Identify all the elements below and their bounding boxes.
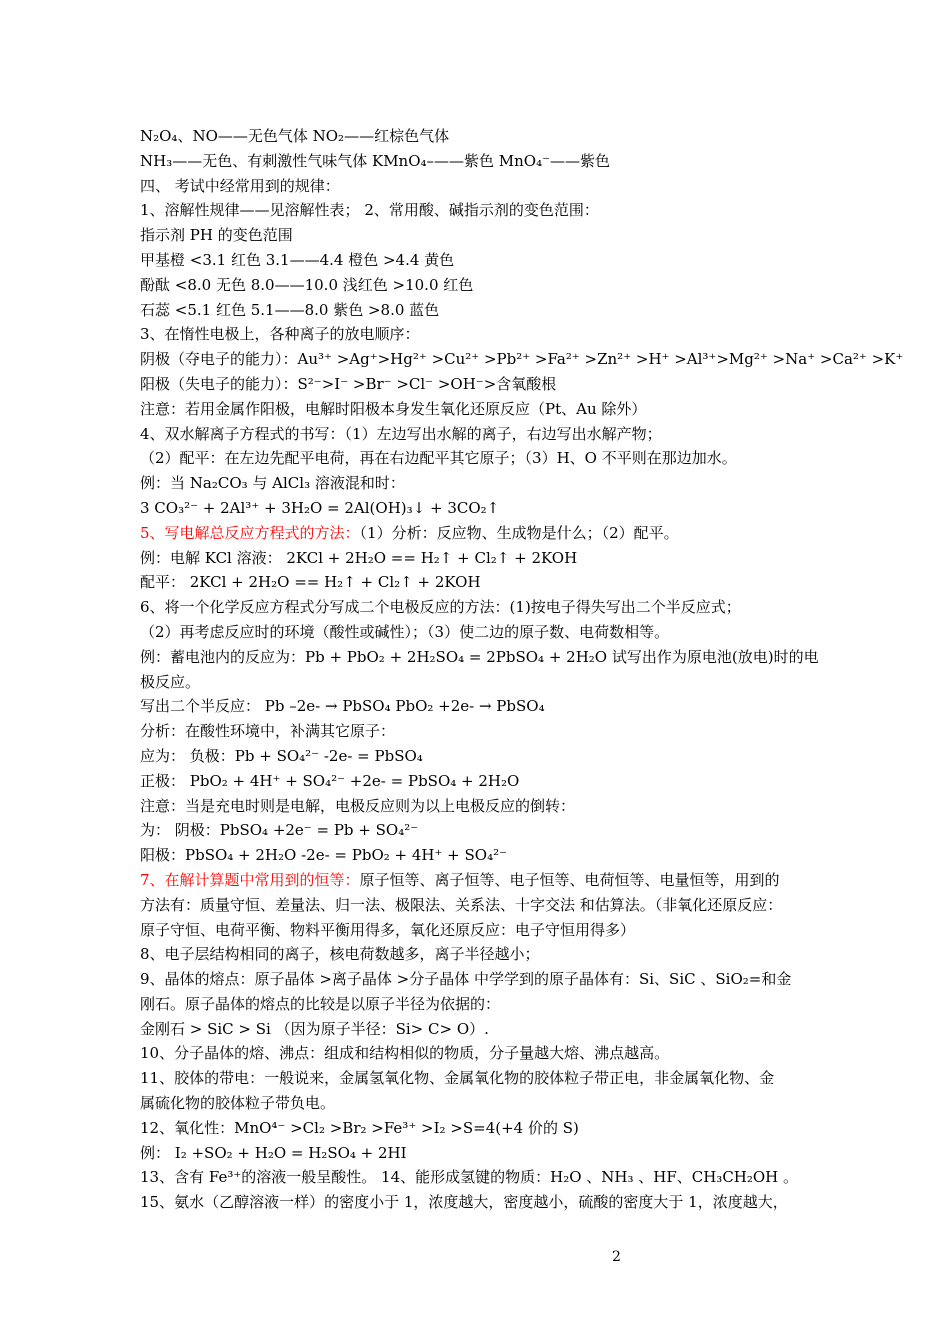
- text-line: [140, 918, 816, 943]
- text-line: [140, 620, 816, 645]
- line-text: 方法有：质量守恒、差量法、归一法、极限法、关系法、十字交法 和估算法。（非氧化还原反应：: [140, 895, 783, 914]
- text-line: [140, 992, 816, 1017]
- line-text: 原子恒等、离子恒等、电子恒等、电荷恒等、电量恒等，用到的: [359, 870, 780, 889]
- text-line: [140, 744, 816, 769]
- text-line: [140, 198, 816, 223]
- line-text: 分析：在酸性环境中，补满其它原子：: [140, 722, 396, 741]
- page-number: 2: [612, 1249, 621, 1265]
- line-text: 例：电解 KCl 溶液： 2KCl + 2H₂O == H₂↑ + Cl₂↑ + 2KOH: [140, 548, 578, 567]
- text-line: [140, 446, 816, 471]
- text-line: [140, 347, 904, 372]
- text-line: [140, 521, 816, 546]
- line-text: 配平： 2KCl + 2H₂O == H₂↑ + Cl₂↑ + 2KOH: [140, 573, 481, 592]
- line-text: 四、 考试中经常用到的规律：: [140, 176, 340, 195]
- line-text: 酚酞 <8.0 无色 8.0——10.0 浅红色 >10.0 红色: [140, 275, 474, 294]
- text-line: [140, 942, 816, 967]
- highlighted-heading: 5、写电解总反应方程式的方法：: [140, 523, 360, 542]
- text-line: [140, 868, 816, 893]
- line-text: 注意：若用金属作阳极，电解时阳极本身发生氧化还原反应（Pt、Au 除外）: [140, 399, 647, 418]
- text-line: [140, 1017, 816, 1042]
- line-text: 15、氨水（乙醇溶液一样）的密度小于 1，浓度越大，密度越小，硫酸的密度大于 1，浓度越大，: [140, 1193, 788, 1212]
- line-text: 8、电子层结构相同的离子，核电荷数越多，离子半径越小；: [140, 945, 540, 964]
- text-line: [140, 1190, 816, 1215]
- line-text: 正极： PbO₂ + 4H⁺ + SO₄²⁻ +2e- = PbSO₄ + 2H₂O: [140, 771, 520, 790]
- text-line: [140, 1066, 816, 1091]
- line-text: 例：当 Na₂CO₃ 与 AlCl₃ 溶液混和时：: [140, 474, 405, 493]
- text-line: [140, 372, 816, 397]
- line-text: 石蕊 <5.1 红色 5.1——8.0 紫色 >8.0 蓝色: [140, 300, 440, 319]
- text-line: [140, 422, 816, 447]
- line-text: 1、溶解性规律——见溶解性表； 2、常用酸、碱指示剂的变色范围：: [140, 201, 599, 220]
- text-line: [140, 1165, 816, 1190]
- line-text: 指示剂 PH 的变色范围: [140, 226, 293, 245]
- text-line: [140, 595, 816, 620]
- text-line: [140, 471, 816, 496]
- text-line: [140, 967, 816, 992]
- line-text: NH₃——无色、有刺激性气味气体 KMnO₄–——紫色 MnO₄⁻——紫色: [140, 151, 611, 170]
- text-line: [140, 694, 816, 719]
- text-line: [140, 670, 816, 695]
- line-text: 金刚石 > SiC > Si （因为原子半径：Si> C> O）.: [140, 1019, 489, 1038]
- line-text: 原子守恒、电荷平衡、物料平衡用得多，氧化还原反应：电子守恒用得多）: [140, 920, 636, 939]
- text-line: [140, 1091, 816, 1116]
- line-text: 10、分子晶体的熔、沸点：组成和结构相似的物质，分子量越大熔、沸点越高。: [140, 1044, 670, 1063]
- line-text: 4、双水解离子方程式的书写：（1）左边写出水解的离子，右边写出水解产物；: [140, 424, 662, 443]
- text-line: [140, 149, 816, 174]
- line-text: N₂O₄、NO——无色气体 NO₂——红棕色气体: [140, 127, 450, 145]
- line-text: （2）配平：在左边先配平电荷，再在右边配平其它原子；（3）H、O 不平则在那边加水。: [140, 449, 737, 468]
- line-text: （2）再考虑反应时的环境（酸性或碱性）；（3）使二边的原子数、电荷数相等。: [140, 622, 670, 641]
- text-line: [140, 794, 816, 819]
- text-line: [140, 322, 816, 347]
- text-line: [140, 174, 816, 199]
- line-text: 甲基橙 <3.1 红色 3.1——4.4 橙色 >4.4 黄色: [140, 250, 455, 269]
- text-line: [140, 248, 816, 273]
- line-text: 阴极（夺电子的能力）：Au³⁺ >Ag⁺>Hg²⁺ >Cu²⁺ >Pb²⁺ >Fa²⁺ >Zn²⁺ >H⁺ >Al³⁺>Mg²⁺ >Na⁺ >Ca²⁺ >K⁺: [140, 350, 904, 369]
- text-line: [140, 893, 816, 918]
- line-text: 阳极（失电子的能力）：S²⁻>I⁻ >Br⁻ >Cl⁻ >OH⁻>含氧酸根: [140, 374, 557, 393]
- line-text: 例： I₂ +SO₂ + H₂O = H₂SO₄ + 2HI: [140, 1143, 407, 1162]
- line-text: 属硫化物的胶体粒子带负电。: [140, 1094, 336, 1113]
- text-line: [140, 570, 816, 595]
- line-text: 应为： 负极：Pb + SO₄²⁻ -2e- = PbSO₄: [140, 746, 423, 765]
- line-text: 3、在惰性电极上，各种离子的放电顺序：: [140, 325, 420, 344]
- text-line: [140, 818, 816, 843]
- line-text: 刚石。原子晶体的熔点的比较是以原子半径为依据的：: [140, 994, 501, 1013]
- line-text: 极反应。: [140, 672, 201, 691]
- line-text: 例：蓄电池内的反应为：Pb + PbO₂ + 2H₂SO₄ = 2PbSO₄ + 2H₂O 试写出作为原电池(放电)时的电: [140, 647, 819, 666]
- text-line: [140, 546, 816, 571]
- line-text: （1）分析：反应物、生成物是什么；（2）配平。: [359, 523, 679, 542]
- text-line: [140, 719, 816, 744]
- text-line: [140, 1041, 816, 1066]
- line-text: 注意：当是充电时则是电解，电极反应则为以上电极反应的倒转：: [140, 796, 576, 815]
- text-line: [140, 496, 816, 521]
- text-line: [140, 1141, 816, 1166]
- line-text: 13、含有 Fe³⁺的溶液一般呈酸性。 14、能形成氢键的物质：H₂O 、NH₃ 、HF、CH₃CH₂OH 。: [140, 1168, 799, 1187]
- text-line: [140, 273, 816, 298]
- text-line: [140, 843, 816, 868]
- line-text: 3 CO₃²⁻ + 2Al³⁺ + 3H₂O = 2Al(OH)₃↓ + 3CO₂↑: [140, 498, 500, 517]
- document-body: [140, 124, 904, 1215]
- text-line: [140, 298, 816, 323]
- line-text: 9、晶体的熔点：原子晶体 >离子晶体 >分子晶体 中学学到的原子晶体有：Si、SiC 、SiO₂=和金: [140, 970, 792, 989]
- text-line: [140, 769, 816, 794]
- text-line: [140, 223, 816, 248]
- text-line: [140, 124, 816, 149]
- line-text: 6、将一个化学反应方程式分写成二个电极反应的方法：(1)按电子得失写出二个半反应式；: [140, 598, 741, 617]
- text-line: [140, 645, 819, 670]
- line-text: 12、氧化性：MnO⁴⁻ >Cl₂ >Br₂ >Fe³⁺ >I₂ >S=4(+4 价的 S): [140, 1118, 579, 1137]
- line-text: 阳极：PbSO₄ + 2H₂O -2e- = PbO₂ + 4H⁺ + SO₄²⁻: [140, 846, 508, 865]
- text-line: [140, 397, 816, 422]
- highlighted-heading: 7、在解计算题中常用到的恒等：: [140, 870, 360, 889]
- line-text: 11、胶体的带电：一般说来，金属氢氧化物、金属氧化物的胶体粒子带正电，非金属氧化物、金: [140, 1069, 775, 1088]
- line-text: 为： 阴极：PbSO₄ +2e⁻ = Pb + SO₄²⁻: [140, 821, 419, 840]
- text-line: [140, 1116, 816, 1141]
- line-text: 写出二个半反应： Pb –2e- → PbSO₄ PbO₂ +2e- → PbSO₄: [140, 697, 545, 716]
